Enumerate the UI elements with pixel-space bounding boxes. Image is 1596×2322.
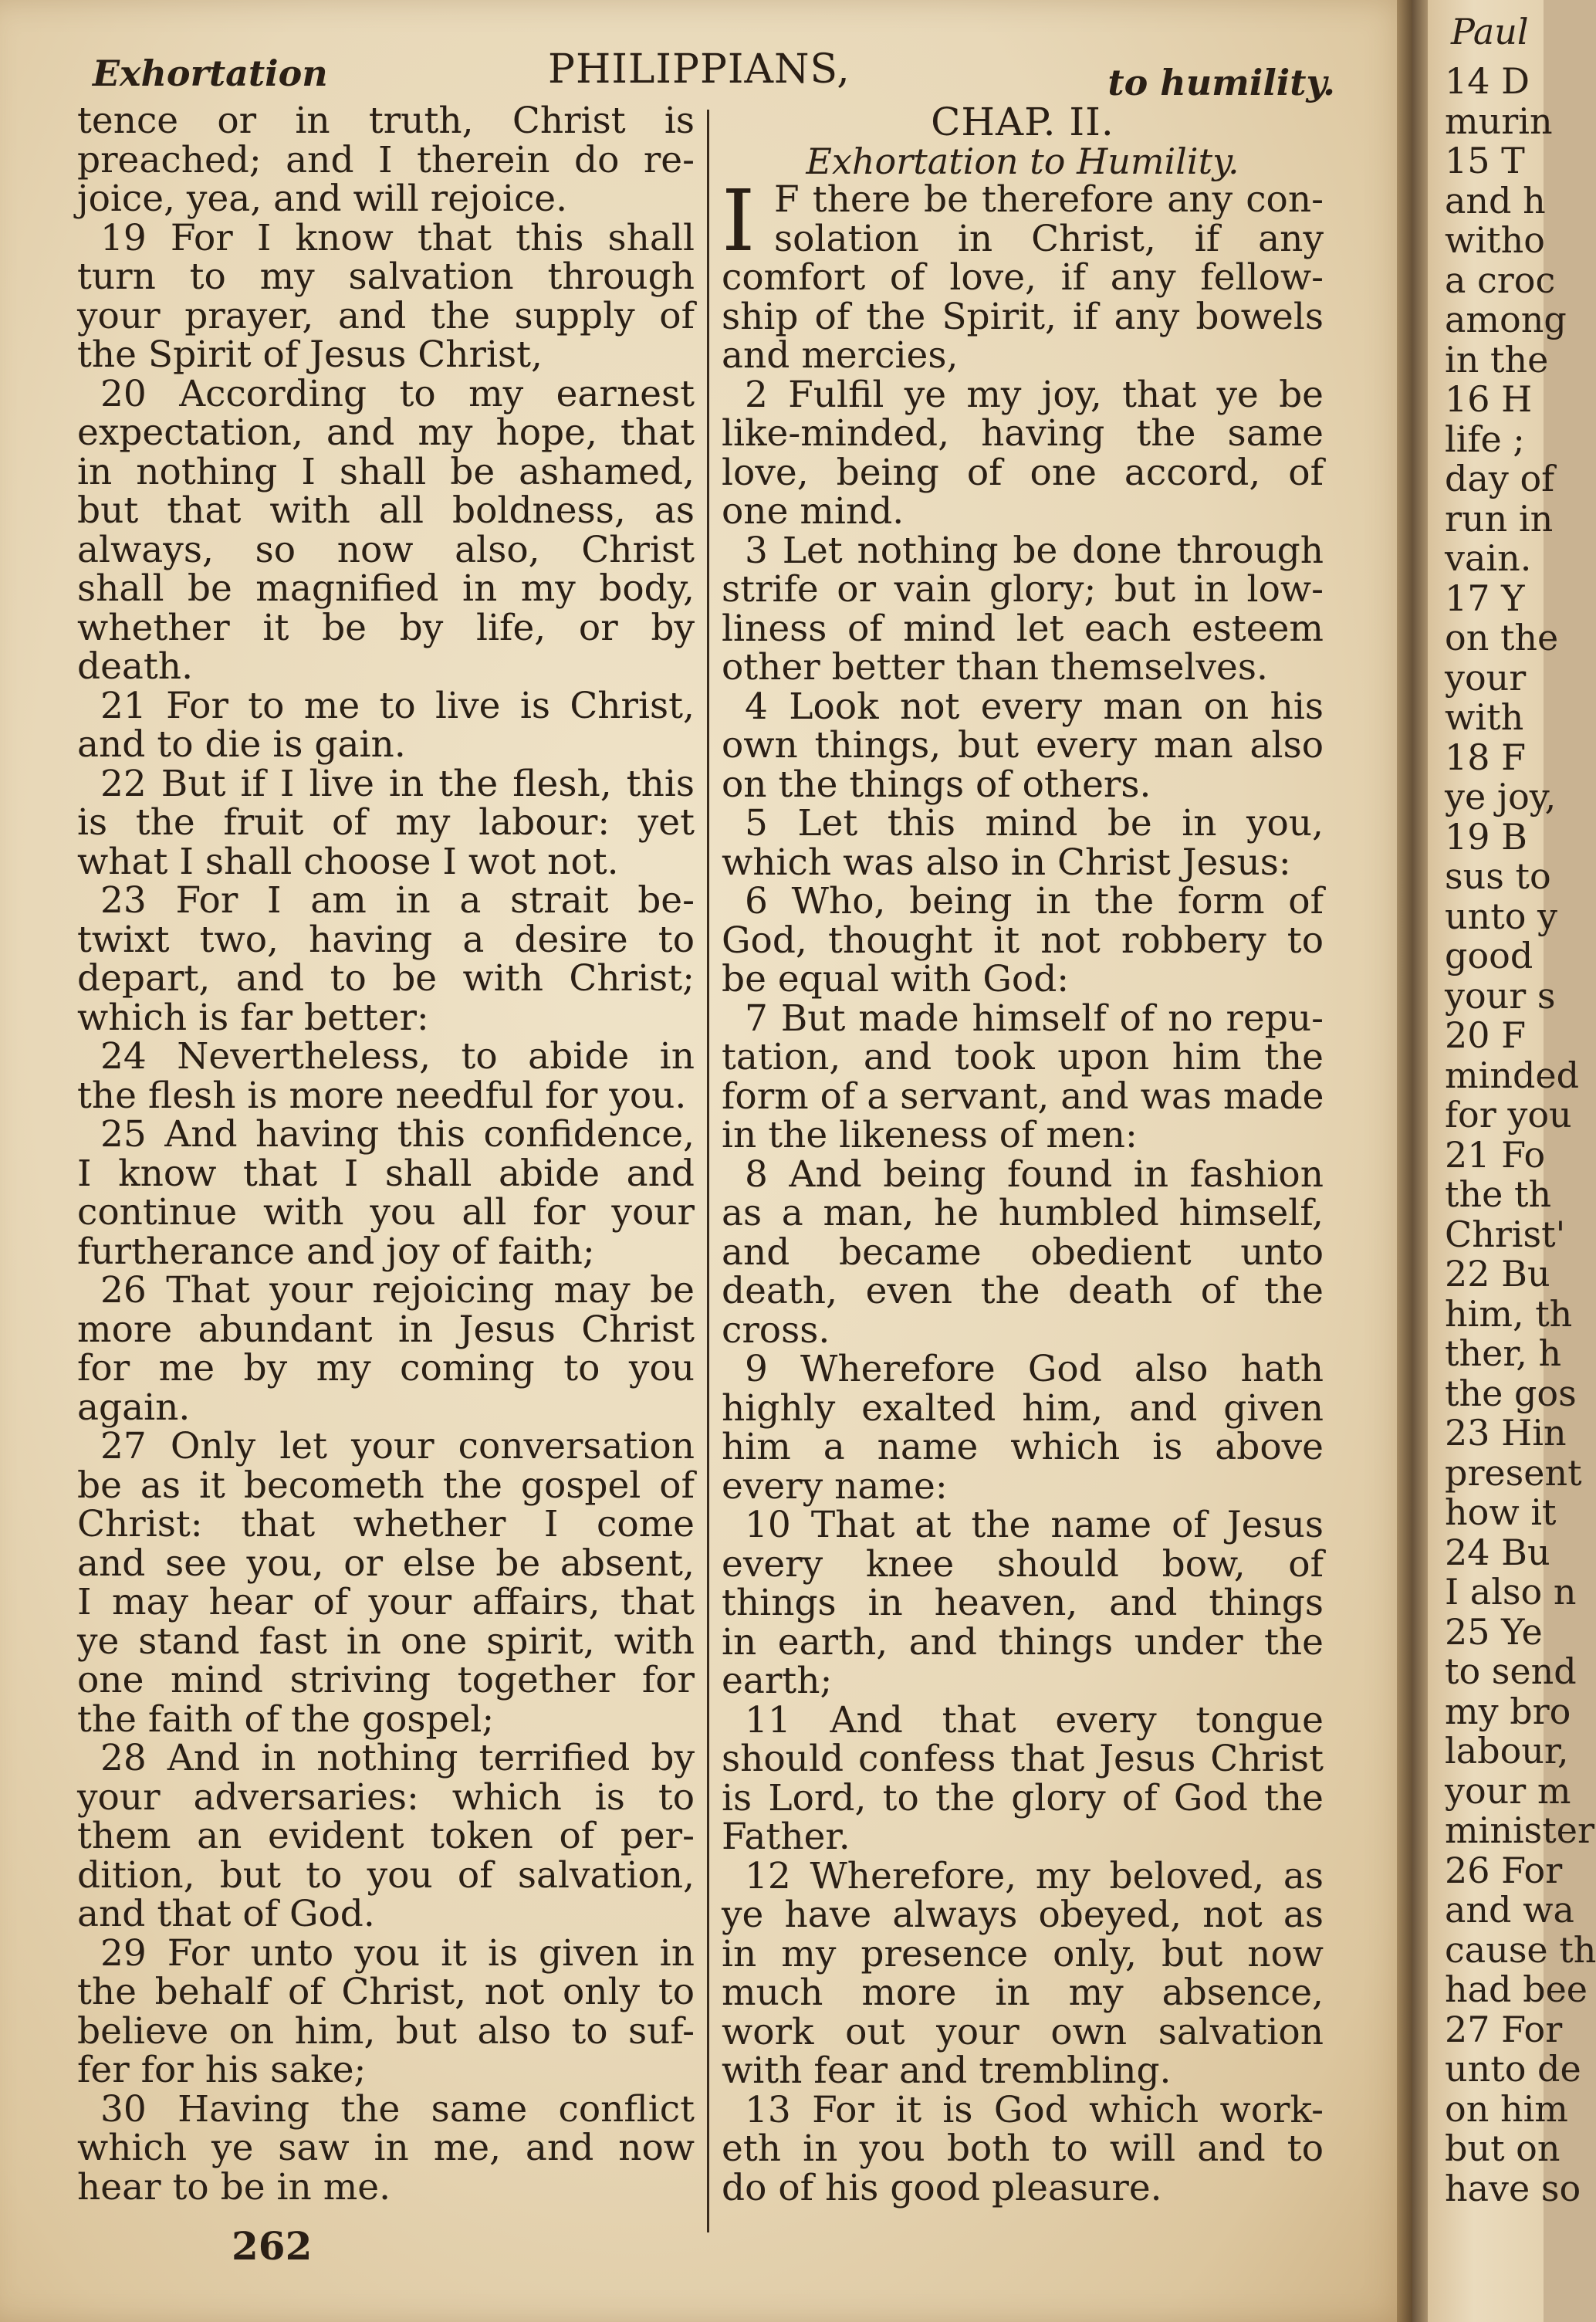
facing-page-fragment: 15 T xyxy=(1445,140,1525,181)
text-line: the faith of the gospel; xyxy=(77,1697,495,1741)
text-line: 19 For I know that this shall xyxy=(100,216,695,259)
facing-page-fragment: unto de xyxy=(1445,2048,1581,2090)
text-line: 7 But made himself of no repu- xyxy=(745,997,1324,1040)
text-line: 20 According to my earnest xyxy=(100,372,695,415)
facing-page-fragment: 16 H xyxy=(1445,378,1533,420)
facing-page-fragment: ther, h xyxy=(1445,1332,1562,1374)
facing-page-fragment: ye joy, xyxy=(1445,776,1557,817)
facing-page-fragment: Christ' xyxy=(1445,1213,1566,1255)
facing-page-fragment: to send xyxy=(1445,1650,1577,1692)
text-line: him a name which is above xyxy=(722,1426,1324,1468)
facing-page-fragment: minded xyxy=(1445,1054,1580,1096)
text-line: and see you, or else be absent, xyxy=(77,1542,695,1585)
text-line: cross. xyxy=(722,1308,830,1352)
facing-page-fragment: your m xyxy=(1445,1769,1571,1812)
text-line: F there be therefore any con- xyxy=(774,178,1324,221)
facing-page-fragment: 20 F xyxy=(1445,1014,1527,1056)
text-line: shall be magnified in my body, xyxy=(77,567,695,610)
text-line: 28 And in nothing terrified by xyxy=(100,1737,695,1779)
text-line: 9 Wherefore God also hath xyxy=(745,1348,1324,1390)
text-line: 5 Let this mind be in you, xyxy=(745,802,1324,845)
text-line: 25 And having this confidence, xyxy=(100,1113,695,1156)
text-line: your prayer, and the supply of xyxy=(77,294,695,337)
text-line: ship of the Spirit, if any bowels xyxy=(722,295,1324,338)
text-line: God, thought it not robbery to xyxy=(722,919,1324,962)
facing-page-fragment: life ; xyxy=(1445,418,1525,460)
text-line: 23 For I am in a strait be- xyxy=(100,879,695,922)
facing-page-fragment: your xyxy=(1445,656,1527,699)
text-line: love, being of one accord, of xyxy=(722,451,1324,494)
right-column-lines xyxy=(722,256,1324,2209)
facing-page-fragment: on the xyxy=(1445,617,1559,658)
text-line: the Spirit of Jesus Christ, xyxy=(77,333,543,376)
text-line: 21 For to me to live is Christ, xyxy=(100,684,695,727)
text-line: 30 Having the same conflict xyxy=(100,2087,695,2131)
text-line: in earth, and things under the xyxy=(722,1620,1324,1664)
text-line: dition, but to you of salvation, xyxy=(77,1853,695,1897)
facing-page-fragment: unto y xyxy=(1445,895,1558,937)
facing-page-fragment: in the xyxy=(1445,338,1549,381)
text-line: and became obedient unto xyxy=(722,1230,1324,1274)
text-line: and mercies, xyxy=(722,334,959,377)
facing-page-fragment: vain. xyxy=(1445,537,1532,579)
text-line: ye stand fast in one spirit, with xyxy=(77,1620,695,1663)
text-line: is Lord, to the glory of God the xyxy=(722,1776,1324,1819)
text-line: the flesh is more needful for you. xyxy=(77,1074,687,1117)
text-line: 29 For unto you it is given in xyxy=(100,1931,695,1975)
text-line: turn to my salvation through xyxy=(77,256,695,298)
facing-page-fragment: and wa xyxy=(1445,1889,1574,1931)
text-line: furtherance and joy of faith; xyxy=(77,1230,595,1273)
text-line: fer for his sake; xyxy=(77,2049,367,2091)
text-line: 24 Nevertheless, to abide in xyxy=(100,1035,695,1078)
text-line: 3 Let nothing be done through xyxy=(745,529,1324,572)
text-line: every knee should bow, of xyxy=(722,1542,1324,1586)
text-line: I may hear of your affairs, that xyxy=(77,1581,695,1623)
text-line: 11 And that every tongue xyxy=(745,1698,1324,1742)
text-line: and to die is gain. xyxy=(77,723,406,766)
facing-page-fragment: on him xyxy=(1445,2087,1568,2130)
text-line: with fear and trembling. xyxy=(722,2050,1172,2092)
text-line: eth in you both to will and to xyxy=(722,2127,1324,2170)
facing-page-fragment: 23 Hin xyxy=(1445,1412,1567,1454)
text-line: is the fruit of my labour: yet xyxy=(77,801,695,844)
facing-page-fragment: for you xyxy=(1445,1094,1572,1136)
text-line: the behalf of Christ, not only to xyxy=(77,1971,695,2013)
left-column xyxy=(77,102,695,2207)
text-line: joice, yea, and will rejoice. xyxy=(77,178,568,220)
text-line: form of a servant, and was made xyxy=(722,1075,1324,1118)
text-line: them an evident token of per- xyxy=(77,1815,695,1857)
text-line: highly exalted him, and given xyxy=(722,1386,1324,1430)
text-line: in the likeness of men: xyxy=(722,1114,1138,1156)
facing-page-fragment: day of xyxy=(1445,458,1555,499)
text-line: one mind striving together for xyxy=(77,1659,695,1701)
text-line: 22 But if I live in the flesh, this xyxy=(100,762,695,805)
text-line: more abundant in Jesus Christ xyxy=(77,1308,695,1351)
text-line: be equal with God: xyxy=(722,958,1070,1000)
facing-page-fragment: 22 Bu xyxy=(1445,1253,1550,1295)
facing-page-fragment: 25 Ye xyxy=(1445,1610,1543,1653)
text-line: tence or in truth, Christ is xyxy=(77,100,695,142)
facing-page-fragment: 24 Bu xyxy=(1445,1531,1550,1573)
text-line: much more in my absence, xyxy=(722,1972,1324,2014)
facing-page-fragment: 27 For xyxy=(1445,2008,1563,2050)
text-line: like-minded, having the same xyxy=(722,412,1324,455)
facing-page-fragment: murin xyxy=(1445,100,1553,142)
text-line: own things, but every man also xyxy=(722,724,1324,767)
facing-page-fragment: 18 F xyxy=(1445,736,1527,778)
facing-page-edge xyxy=(1428,0,1596,2322)
text-line: again. xyxy=(77,1386,191,1429)
text-line: Christ: that whether I come xyxy=(77,1503,695,1545)
page-number: 262 xyxy=(232,2223,313,2269)
facing-page-fragment: the th xyxy=(1445,1173,1552,1215)
text-line: strife or vain glory; but in low- xyxy=(722,568,1324,611)
facing-page-fragment: with xyxy=(1445,696,1524,738)
text-line: for me by my coming to you xyxy=(77,1347,695,1389)
book-spine-gutter xyxy=(1397,0,1428,2322)
text-line: whether it be by life, or by xyxy=(77,606,695,649)
facing-page-fragment: my bro xyxy=(1445,1690,1571,1732)
text-line: earth; xyxy=(722,1660,833,1702)
text-line: 27 Only let your conversation xyxy=(100,1425,695,1467)
text-line: every name: xyxy=(722,1464,948,1508)
text-line: should confess that Jesus Christ xyxy=(722,1738,1324,1780)
text-line: 8 And being found in fashion xyxy=(745,1153,1324,1196)
text-line: 13 For it is God which work- xyxy=(745,2088,1324,2131)
text-line: tation, and took upon him the xyxy=(722,1036,1324,1078)
facing-page-fragment: good xyxy=(1445,935,1533,977)
text-line: one mind. xyxy=(722,490,905,533)
facing-page-fragment: but on xyxy=(1445,2127,1560,2169)
facing-page-fragment: had bee xyxy=(1445,1968,1588,2010)
facing-page-fragment: run in xyxy=(1445,497,1554,540)
text-line: which was also in Christ Jesus: xyxy=(722,841,1291,884)
facing-page-fragment: present xyxy=(1445,1451,1582,1494)
facing-page-fragment: your s xyxy=(1445,974,1556,1017)
text-line: do of his good pleasure. xyxy=(722,2166,1162,2209)
column-divider xyxy=(707,110,709,2232)
text-line: in nothing I shall be ashamed, xyxy=(77,450,695,493)
facing-page-fragment: 19 B xyxy=(1445,815,1527,858)
text-line: work out your own salvation xyxy=(722,2010,1324,2053)
chapter-subtitle: Exhortation to Humility. xyxy=(806,140,1239,182)
facing-page-fragment: 14 D xyxy=(1445,60,1530,102)
facing-page-fragment: him, th xyxy=(1445,1292,1573,1335)
text-line: ye have always obeyed, not as xyxy=(722,1894,1324,1936)
text-line: continue with you all for your xyxy=(77,1191,695,1234)
text-line: 6 Who, being in the form of xyxy=(745,880,1324,922)
text-line: which is far better: xyxy=(77,996,429,1039)
text-line: but that with all boldness, as xyxy=(77,489,695,532)
dropcap-paragraph xyxy=(722,171,1324,270)
right-column xyxy=(722,102,1324,2208)
facing-page-fragment: the gos xyxy=(1445,1372,1577,1414)
facing-page-fragment: 21 Fo xyxy=(1445,1133,1546,1176)
text-line: death, even the death of the xyxy=(722,1270,1324,1312)
text-line: and that of God. xyxy=(77,1893,375,1935)
text-line: 12 Wherefore, my beloved, as xyxy=(745,1854,1324,1897)
text-line: 4 Look not every man on his xyxy=(745,685,1324,728)
text-line: preached; and I therein do re- xyxy=(77,138,695,181)
facing-page-fragment: sus to xyxy=(1445,855,1551,897)
facing-page-fragment: I also n xyxy=(1445,1571,1577,1613)
facing-page-fragment: 26 For xyxy=(1445,1849,1563,1891)
facing-page-fragment: cause th xyxy=(1445,1928,1596,1971)
facing-page-fragment: have so xyxy=(1445,2167,1581,2209)
chapter-heading: CHAP. II. xyxy=(931,100,1114,144)
text-line: things in heaven, and things xyxy=(722,1582,1324,1624)
header-left: Exhortation xyxy=(93,52,328,94)
text-line: twixt two, having a desire to xyxy=(77,918,695,961)
running-header xyxy=(85,46,1335,103)
text-line: what I shall choose I wot not. xyxy=(77,840,619,883)
facing-page-fragment: minister xyxy=(1445,1809,1594,1851)
text-line: death. xyxy=(77,645,194,688)
text-line: depart, and to be with Christ; xyxy=(77,957,695,1000)
text-line: 10 That at the name of Jesus xyxy=(745,1504,1324,1546)
facing-page-fragment: witho xyxy=(1445,219,1545,261)
text-line: always, so now also, Christ xyxy=(77,528,695,571)
header-right: to humility. xyxy=(1107,62,1335,103)
text-line: which ye saw in me, and now xyxy=(77,2127,695,2169)
text-line: comfort of love, if any fellow- xyxy=(722,256,1324,299)
dropcap-letter: I xyxy=(722,171,756,270)
text-line: I know that I shall abide and xyxy=(77,1152,695,1195)
facing-page-fragment: and h xyxy=(1445,179,1546,222)
text-line: expectation, and my hope, that xyxy=(77,411,695,454)
text-line: hear to be in me. xyxy=(77,2165,391,2209)
text-line: Father. xyxy=(722,1816,850,1858)
text-line: 26 That your rejoicing may be xyxy=(100,1269,695,1312)
text-line: be as it becometh the gospel of xyxy=(77,1464,695,1507)
header-book-title: PHILIPPIANS, xyxy=(548,46,850,93)
text-line: as a man, he humbled himself, xyxy=(722,1192,1324,1234)
facing-page-fragment: labour, xyxy=(1445,1730,1569,1772)
text-line: believe on him, but also to suf- xyxy=(77,2009,695,2053)
text-line: on the things of others. xyxy=(722,763,1151,806)
text-line: in my presence only, but now xyxy=(722,1932,1324,1975)
text-line: your adversaries: which is to xyxy=(77,1775,695,1819)
facing-page-heading: Paul xyxy=(1451,11,1529,52)
facing-page-fragment: how it xyxy=(1445,1491,1557,1533)
text-line: solation in Christ, if any xyxy=(774,217,1324,260)
text-line: liness of mind let each esteem xyxy=(722,607,1324,650)
facing-page-fragment: 17 Y xyxy=(1445,577,1525,619)
text-line: other better than themselves. xyxy=(722,646,1268,689)
facing-page-fragment: a croc xyxy=(1445,259,1556,301)
facing-page-fragment: among xyxy=(1445,299,1567,340)
text-line: 2 Fulfil ye my joy, that ye be xyxy=(745,373,1324,416)
